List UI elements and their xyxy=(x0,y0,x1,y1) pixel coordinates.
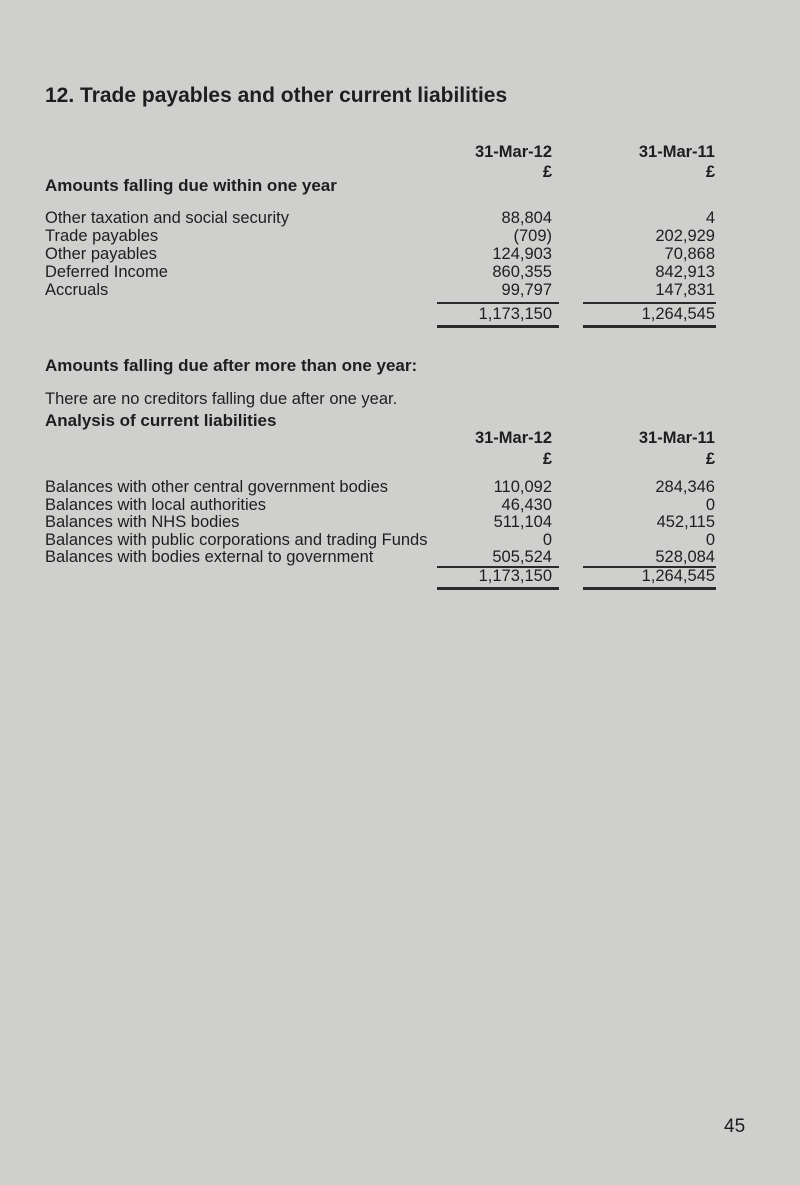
table-row-label: Other taxation and social security xyxy=(45,209,289,227)
section1-heading: Amounts falling due within one year xyxy=(45,176,337,195)
table-cell: 70,868 xyxy=(664,245,715,263)
col1-currency: £ xyxy=(542,163,552,181)
section2-heading: Amounts falling due after more than one year: xyxy=(45,356,418,375)
subtotal-rule xyxy=(583,302,716,304)
table-row-label: Accruals xyxy=(45,281,109,299)
total-rule xyxy=(583,587,716,590)
table-cell: 0 xyxy=(542,531,552,549)
table-cell: 202,929 xyxy=(655,227,715,245)
table-cell: 0 xyxy=(705,496,715,514)
section2-text: There are no creditors falling due after one year. xyxy=(45,390,398,408)
table-row-label: Balances with other central government bodies xyxy=(45,478,389,496)
table-row-label: Balances with public corporations and trading Funds xyxy=(45,531,428,549)
table-cell: 842,913 xyxy=(655,263,715,281)
table-cell: 124,903 xyxy=(492,245,552,263)
total-rule xyxy=(437,325,559,328)
table-cell: 505,524 xyxy=(492,548,552,566)
table-row-label: Trade payables xyxy=(45,227,159,245)
table-cell: 110,092 xyxy=(493,478,552,496)
col2-currency: £ xyxy=(705,450,715,468)
table-cell: 528,084 xyxy=(655,548,715,566)
total-cell: 1,173,150 xyxy=(478,305,552,323)
total-cell: 1,264,545 xyxy=(641,305,715,323)
col1-date: 31-Mar-12 xyxy=(474,429,552,447)
table-cell: 284,346 xyxy=(655,478,715,496)
table-cell: 99,797 xyxy=(501,281,552,299)
table-cell: 88,804 xyxy=(501,209,552,227)
table-row-label: Deferred Income xyxy=(45,263,168,281)
table-cell: 147,831 xyxy=(655,281,715,299)
table-cell: (709) xyxy=(513,227,552,245)
col1-date: 31-Mar-12 xyxy=(474,143,552,161)
page-title: 12. Trade payables and other current liabilities xyxy=(45,84,508,107)
table-row-label: Balances with bodies external to government xyxy=(45,548,374,566)
col2-date: 31-Mar-11 xyxy=(638,429,715,447)
col1-currency: £ xyxy=(542,450,552,468)
table-row-label: Balances with local authorities xyxy=(45,496,267,514)
table-cell: 46,430 xyxy=(501,496,552,514)
table-row-label: Balances with NHS bodies xyxy=(45,513,240,531)
total-rule xyxy=(583,325,716,328)
total-cell: 1,173,150 xyxy=(478,567,552,585)
table-cell: 511,104 xyxy=(493,513,552,531)
table-cell: 452,115 xyxy=(656,513,715,531)
subtotal-rule xyxy=(437,302,559,304)
total-rule xyxy=(437,587,559,590)
col2-date: 31-Mar-11 xyxy=(638,143,715,161)
table-row-label: Other payables xyxy=(45,245,157,263)
table-cell: 860,355 xyxy=(492,263,552,281)
total-cell: 1,264,545 xyxy=(641,567,715,585)
page-number: 45 xyxy=(724,1116,746,1137)
section3-heading: Analysis of current liabilities xyxy=(45,411,277,430)
table-cell: 0 xyxy=(705,531,715,549)
col2-currency: £ xyxy=(705,163,715,181)
table-cell: 4 xyxy=(705,209,715,227)
